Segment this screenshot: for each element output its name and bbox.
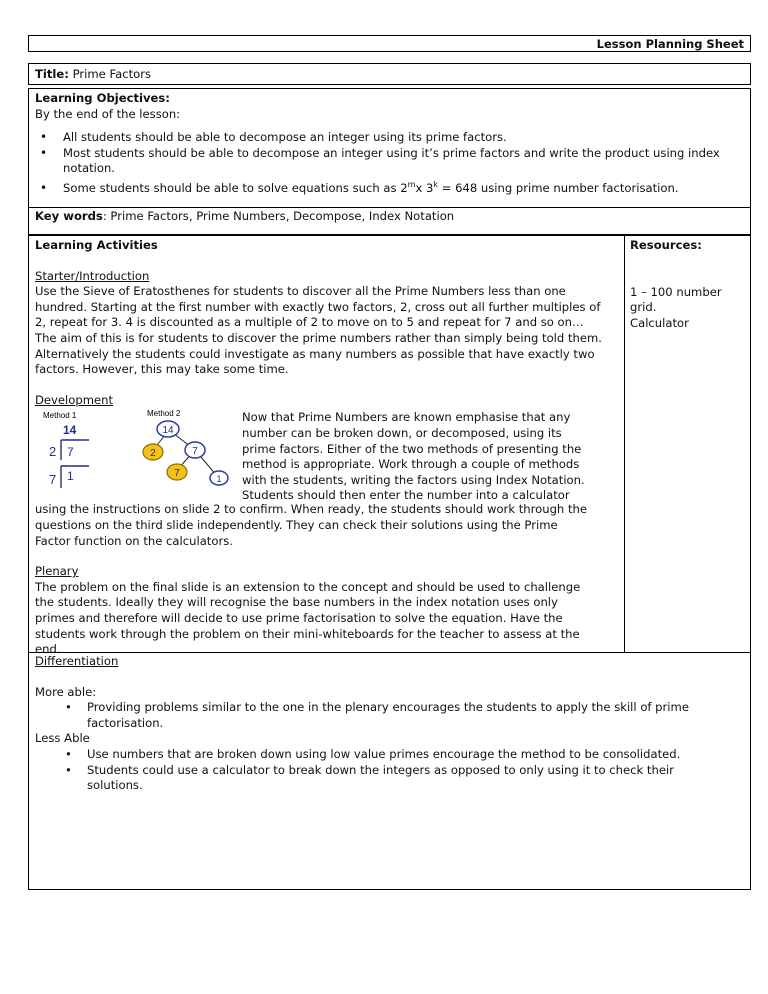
plenary-line: end.	[35, 642, 61, 657]
development-side-line: Students should then enter the number into a calculator	[242, 488, 570, 503]
starter-line: factors. However, this may take some time.	[35, 362, 289, 377]
prime-factor-diagram	[35, 408, 235, 500]
tree-node-label: 14	[162, 425, 174, 437]
development-heading: Development	[35, 392, 114, 407]
objective-item-equation	[35, 181, 744, 197]
resource-item: 1 – 100 number	[630, 284, 722, 299]
eq-sup-m: m	[407, 180, 416, 190]
column-divider	[624, 236, 625, 652]
objective-item: • All students should be able to decompose an integer using its prime factors.	[35, 130, 744, 146]
less-able-line: solutions.	[87, 778, 143, 793]
development-side-text	[242, 410, 615, 504]
development-line: questions on the third slide independently. They can check their solutions using the Prime	[35, 517, 558, 532]
m1-divisor-2: 7	[49, 472, 57, 488]
more-able-label: More able:	[35, 684, 97, 699]
title-label: Title:	[35, 67, 69, 81]
development-side-line: Now that Prime Numbers are known emphasise that any	[242, 410, 571, 425]
m1-value-2: 1	[67, 469, 74, 484]
development-line: Factor function on the calculators.	[35, 533, 233, 548]
keywords-label: Key words	[35, 209, 103, 223]
more-able-line: factorisation.	[87, 715, 164, 730]
title-box	[28, 63, 751, 85]
less-able-line: • Students could use a calculator to break down the integers as opposed to only using it to check their	[87, 762, 674, 777]
less-able-line: • Use numbers that are broken down using low value primes encourage the method to be consolidated.	[87, 746, 681, 761]
development-side-line: with the students, writing the factors using Index Notation.	[242, 472, 585, 487]
method2-label: Method 2	[147, 409, 181, 419]
starter-heading: Starter/Introduction	[35, 268, 150, 283]
differentiation-heading: Differentiation	[35, 654, 119, 668]
tree-node-label: 7	[174, 468, 180, 480]
starter-line: Alternatively the students could investigate as many numbers as possible that have exactly two	[35, 346, 595, 361]
objectives-heading: Learning Objectives:	[35, 91, 170, 105]
less-able-item	[35, 763, 744, 794]
less-able-label: Less Able	[35, 731, 90, 746]
more-able-line: • Providing problems similar to the one in the plenary encourages the students to apply the skill of prime	[87, 700, 689, 715]
eq-post: = 648 using prime number factorisation.	[438, 180, 679, 195]
differentiation-box	[28, 652, 751, 890]
objectives-box	[28, 88, 751, 235]
activities-heading: Learning Activities	[35, 238, 158, 252]
resource-item: grid.	[630, 300, 657, 315]
title-value: Prime Factors	[72, 67, 152, 81]
plenary-line: primes and therefore will decide to use prime factorisation to solve the equation. Have the	[35, 610, 563, 625]
plenary-heading: Plenary	[35, 564, 79, 579]
resource-item: Calculator	[630, 315, 689, 330]
header-title: Lesson Planning Sheet	[596, 37, 744, 51]
plenary-line: the students. Ideally they will recognise the base numbers in the index notation uses only	[35, 595, 558, 610]
starter-line: The aim of this is for students to discover the prime numbers rather than simply being told them.	[35, 330, 602, 345]
less-able-item	[35, 747, 744, 763]
starter-line: hundred. Starting at the first number with exactly two factors, 2, cross out all further multiples of	[35, 299, 601, 314]
eq-sup-k: k	[433, 180, 439, 190]
eq-mid: x 3	[415, 180, 434, 195]
m1-divisor-1: 2	[49, 444, 57, 460]
development-side-line: number can be broken down, or decomposed, using its	[242, 425, 562, 440]
eq-pre: Some students should be able to solve equations such as 2	[63, 180, 408, 195]
development-side-line: method is appropriate. Work through a couple of methods	[242, 457, 580, 472]
development-side-line: prime factors. Either of the two methods of presenting the	[242, 441, 582, 456]
objectives-intro: By the end of the lesson:	[35, 106, 181, 121]
keywords-row	[29, 207, 750, 236]
starter-line: 2, repeat for 3. 4 is discounted as a multiple of 2 to move on to 5 and repeat for 7 and so on…	[35, 315, 584, 330]
tree-node-label: 1	[216, 474, 222, 485]
tree-node-label: 2	[150, 448, 156, 460]
resources-heading: Resources:	[630, 238, 702, 252]
development-figure-row	[35, 408, 615, 502]
plenary-line: students work through the problem on their mini-whiteboards for the teacher to assess at the	[35, 626, 580, 641]
method1-label: Method 1	[43, 411, 77, 421]
keywords-value: : Prime Factors, Prime Numbers, Decompose, Index Notation	[102, 209, 455, 223]
resources-column	[630, 238, 746, 331]
plenary-line: The problem on the final slide is an extension to the concept and should be used to challenge	[35, 579, 581, 594]
starter-line: Use the Sieve of Eratosthenes for students to discover all the Prime Numbers less than one	[35, 284, 566, 299]
m1-top-number: 14	[63, 423, 77, 438]
activities-box	[28, 235, 751, 657]
development-line: using the instructions on slide 2 to confirm. When ready, the students should work through the	[35, 502, 587, 517]
header-box	[28, 35, 751, 52]
objective-item: • Most students should be able to decompose an integer using it’s prime factors and write the product using index notation.	[35, 146, 744, 177]
tree-node-label: 7	[192, 446, 198, 458]
more-able-item	[35, 700, 744, 731]
m1-value-1: 7	[67, 445, 74, 460]
